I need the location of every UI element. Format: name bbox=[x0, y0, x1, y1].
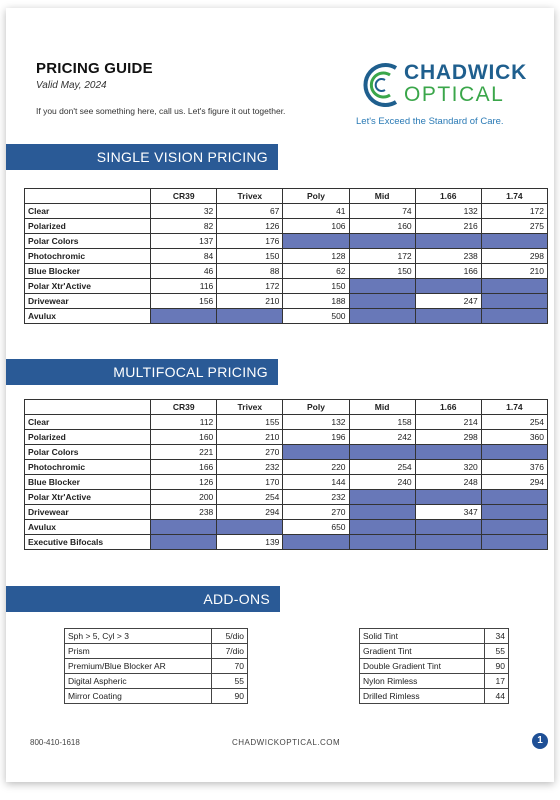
single-vision-unavailable-cell bbox=[481, 279, 547, 294]
addon-left-price: 7/dio bbox=[212, 644, 248, 659]
multifocal-column-header: 1.74 bbox=[481, 400, 547, 415]
addon-left-price: 55 bbox=[212, 674, 248, 689]
single-vision-unavailable-cell bbox=[283, 234, 349, 249]
single-vision-unavailable-cell bbox=[415, 234, 481, 249]
single-vision-unavailable-cell bbox=[349, 279, 415, 294]
multifocal-row bbox=[25, 460, 548, 475]
addon-left-price: 90 bbox=[212, 689, 248, 704]
single-vision-price-cell: 84 bbox=[151, 249, 217, 264]
multifocal-row bbox=[25, 475, 548, 490]
multifocal-price-cell: 126 bbox=[151, 475, 217, 490]
single-vision-column-header: Poly bbox=[283, 189, 349, 204]
single-vision-price-cell: 82 bbox=[151, 219, 217, 234]
single-vision-price-cell: 156 bbox=[151, 294, 217, 309]
multifocal-row-label: Photochromic bbox=[25, 460, 151, 475]
multifocal-price-cell: 160 bbox=[151, 430, 217, 445]
addon-left-label: Sph > 5, Cyl > 3 bbox=[65, 629, 212, 644]
multifocal-price-cell: 254 bbox=[349, 460, 415, 475]
company-logo bbox=[356, 58, 546, 138]
multifocal-price-cell: 294 bbox=[217, 505, 283, 520]
multifocal-table bbox=[24, 399, 548, 550]
multifocal-price-cell: 254 bbox=[481, 415, 547, 430]
addon-left-row bbox=[65, 644, 248, 659]
addons-heading: ADD-ONS bbox=[203, 591, 270, 607]
addon-left-price: 70 bbox=[212, 659, 248, 674]
multifocal-price-cell: 248 bbox=[415, 475, 481, 490]
single-vision-price-cell: 247 bbox=[415, 294, 481, 309]
single-vision-price-cell: 298 bbox=[481, 249, 547, 264]
single-vision-price-cell: 172 bbox=[217, 279, 283, 294]
multifocal-unavailable-cell bbox=[481, 520, 547, 535]
multifocal-price-cell: 238 bbox=[151, 505, 217, 520]
addon-left-label: Prism bbox=[65, 644, 212, 659]
single-vision-price-cell: 188 bbox=[283, 294, 349, 309]
multifocal-price-cell: 294 bbox=[481, 475, 547, 490]
multifocal-unavailable-cell bbox=[349, 490, 415, 505]
multifocal-row bbox=[25, 490, 548, 505]
multifocal-price-cell: 298 bbox=[415, 430, 481, 445]
multifocal-price-cell: 200 bbox=[151, 490, 217, 505]
single-vision-row-label: Avulux bbox=[25, 309, 151, 324]
multifocal-unavailable-cell bbox=[283, 445, 349, 460]
single-vision-unavailable-cell bbox=[481, 309, 547, 324]
single-vision-column-header: Mid bbox=[349, 189, 415, 204]
single-vision-price-cell: 210 bbox=[481, 264, 547, 279]
multifocal-row bbox=[25, 520, 548, 535]
multifocal-price-cell: 196 bbox=[283, 430, 349, 445]
single-vision-unavailable-cell bbox=[415, 309, 481, 324]
multifocal-unavailable-cell bbox=[481, 490, 547, 505]
valid-date: Valid May, 2024 bbox=[36, 80, 107, 91]
single-vision-price-cell: 46 bbox=[151, 264, 217, 279]
addon-left-row bbox=[65, 659, 248, 674]
multifocal-price-cell: 170 bbox=[217, 475, 283, 490]
single-vision-column-header: 1.74 bbox=[481, 189, 547, 204]
single-vision-price-cell: 150 bbox=[217, 249, 283, 264]
single-vision-price-cell: 210 bbox=[217, 294, 283, 309]
multifocal-banner bbox=[6, 359, 278, 385]
addon-right-price: 44 bbox=[484, 689, 508, 704]
single-vision-unavailable-cell bbox=[151, 309, 217, 324]
multifocal-unavailable-cell bbox=[481, 445, 547, 460]
multifocal-price-cell: 132 bbox=[283, 415, 349, 430]
addons-right-table bbox=[359, 628, 509, 704]
page-number-badge: 1 bbox=[532, 733, 548, 749]
addons-left-table bbox=[64, 628, 248, 704]
addon-left-label: Mirror Coating bbox=[65, 689, 212, 704]
single-vision-row bbox=[25, 309, 548, 324]
multifocal-unavailable-cell bbox=[151, 520, 217, 535]
multifocal-price-cell: 242 bbox=[349, 430, 415, 445]
single-vision-row bbox=[25, 264, 548, 279]
single-vision-price-cell: 106 bbox=[283, 219, 349, 234]
multifocal-column-header: Trivex bbox=[217, 400, 283, 415]
addon-right-row bbox=[360, 629, 509, 644]
single-vision-price-cell: 62 bbox=[283, 264, 349, 279]
addon-right-price: 17 bbox=[484, 674, 508, 689]
single-vision-unavailable-cell bbox=[217, 309, 283, 324]
single-vision-row bbox=[25, 219, 548, 234]
multifocal-unavailable-cell bbox=[283, 535, 349, 550]
single-vision-row-label: Blue Blocker bbox=[25, 264, 151, 279]
multifocal-unavailable-cell bbox=[349, 535, 415, 550]
addon-right-row bbox=[360, 674, 509, 689]
single-vision-price-cell: 137 bbox=[151, 234, 217, 249]
single-vision-price-cell: 32 bbox=[151, 204, 217, 219]
single-vision-price-cell: 166 bbox=[415, 264, 481, 279]
single-vision-unavailable-cell bbox=[349, 294, 415, 309]
multifocal-price-cell: 347 bbox=[415, 505, 481, 520]
single-vision-row bbox=[25, 249, 548, 264]
multifocal-price-cell: 232 bbox=[283, 490, 349, 505]
logo-name-bottom: OPTICAL bbox=[404, 83, 505, 106]
single-vision-row-label: Clear bbox=[25, 204, 151, 219]
single-vision-unavailable-cell bbox=[481, 234, 547, 249]
single-vision-banner bbox=[6, 144, 278, 170]
multifocal-unavailable-cell bbox=[349, 445, 415, 460]
single-vision-price-cell: 275 bbox=[481, 219, 547, 234]
single-vision-price-cell: 88 bbox=[217, 264, 283, 279]
page-title: PRICING GUIDE bbox=[36, 60, 153, 77]
single-vision-unavailable-cell bbox=[349, 309, 415, 324]
single-vision-heading: SINGLE VISION PRICING bbox=[96, 149, 268, 165]
addon-left-label: Digital Aspheric bbox=[65, 674, 212, 689]
logo-c-mark-icon bbox=[356, 58, 406, 112]
multifocal-unavailable-cell bbox=[481, 535, 547, 550]
single-vision-header-row bbox=[25, 189, 548, 204]
multifocal-unavailable-cell bbox=[415, 490, 481, 505]
multifocal-unavailable-cell bbox=[349, 520, 415, 535]
single-vision-row-label: Polar Colors bbox=[25, 234, 151, 249]
single-vision-price-cell: 126 bbox=[217, 219, 283, 234]
single-vision-price-cell: 238 bbox=[415, 249, 481, 264]
multifocal-row-label: Drivewear bbox=[25, 505, 151, 520]
multifocal-header-row bbox=[25, 400, 548, 415]
single-vision-column-header: 1.66 bbox=[415, 189, 481, 204]
multifocal-row bbox=[25, 430, 548, 445]
addon-right-row bbox=[360, 644, 509, 659]
single-vision-price-cell: 176 bbox=[217, 234, 283, 249]
multifocal-unavailable-cell bbox=[415, 445, 481, 460]
multifocal-price-cell: 240 bbox=[349, 475, 415, 490]
multifocal-row-label: Executive Bifocals bbox=[25, 535, 151, 550]
multifocal-row-label: Blue Blocker bbox=[25, 475, 151, 490]
multifocal-row bbox=[25, 415, 548, 430]
multifocal-price-cell: 214 bbox=[415, 415, 481, 430]
multifocal-row bbox=[25, 535, 548, 550]
single-vision-row-label: Polarized bbox=[25, 219, 151, 234]
multifocal-row-label: Polar Colors bbox=[25, 445, 151, 460]
single-vision-price-cell: 74 bbox=[349, 204, 415, 219]
multifocal-price-cell: 144 bbox=[283, 475, 349, 490]
single-vision-row bbox=[25, 294, 548, 309]
addon-left-row bbox=[65, 689, 248, 704]
addon-left-row bbox=[65, 629, 248, 644]
multifocal-price-cell: 254 bbox=[217, 490, 283, 505]
single-vision-price-cell: 150 bbox=[349, 264, 415, 279]
multifocal-price-cell: 270 bbox=[283, 505, 349, 520]
multifocal-price-cell: 155 bbox=[217, 415, 283, 430]
multifocal-unavailable-cell bbox=[481, 505, 547, 520]
multifocal-unavailable-cell bbox=[415, 520, 481, 535]
addon-right-label: Gradient Tint bbox=[360, 644, 485, 659]
multifocal-column-header: Poly bbox=[283, 400, 349, 415]
addon-right-price: 90 bbox=[484, 659, 508, 674]
multifocal-unavailable-cell bbox=[151, 535, 217, 550]
logo-tagline: Let's Exceed the Standard of Care. bbox=[356, 116, 504, 127]
intro-text: If you don't see something here, call us. Let's figure it out together. bbox=[36, 106, 286, 116]
single-vision-unavailable-cell bbox=[481, 294, 547, 309]
logo-name-top: CHADWICK bbox=[404, 61, 528, 84]
single-vision-price-cell: 216 bbox=[415, 219, 481, 234]
single-vision-price-cell: 172 bbox=[481, 204, 547, 219]
multifocal-price-cell: 139 bbox=[217, 535, 283, 550]
multifocal-price-cell: 650 bbox=[283, 520, 349, 535]
multifocal-price-cell: 376 bbox=[481, 460, 547, 475]
multifocal-price-cell: 210 bbox=[217, 430, 283, 445]
multifocal-unavailable-cell bbox=[415, 535, 481, 550]
multifocal-price-cell: 232 bbox=[217, 460, 283, 475]
addon-right-label: Double Gradient Tint bbox=[360, 659, 485, 674]
multifocal-column-header: CR39 bbox=[151, 400, 217, 415]
addons-banner bbox=[6, 586, 280, 612]
multifocal-row bbox=[25, 505, 548, 520]
single-vision-row-label: Photochromic bbox=[25, 249, 151, 264]
single-vision-row bbox=[25, 204, 548, 219]
multifocal-column-header: 1.66 bbox=[415, 400, 481, 415]
multifocal-corner-cell bbox=[25, 400, 151, 415]
single-vision-price-cell: 128 bbox=[283, 249, 349, 264]
single-vision-column-header: Trivex bbox=[217, 189, 283, 204]
single-vision-price-cell: 41 bbox=[283, 204, 349, 219]
addon-left-price: 5/dio bbox=[212, 629, 248, 644]
multifocal-price-cell: 270 bbox=[217, 445, 283, 460]
addon-right-row bbox=[360, 659, 509, 674]
multifocal-price-cell: 158 bbox=[349, 415, 415, 430]
multifocal-heading: MULTIFOCAL PRICING bbox=[113, 364, 268, 380]
addon-right-price: 34 bbox=[484, 629, 508, 644]
footer-phone: 800-410-1618 bbox=[30, 738, 80, 747]
single-vision-row bbox=[25, 279, 548, 294]
addon-right-label: Nylon Rimless bbox=[360, 674, 485, 689]
footer-website: CHADWICKOPTICAL.COM bbox=[232, 738, 341, 747]
addon-right-label: Solid Tint bbox=[360, 629, 485, 644]
single-vision-price-cell: 172 bbox=[349, 249, 415, 264]
multifocal-unavailable-cell bbox=[217, 520, 283, 535]
multifocal-row-label: Polar Xtr'Active bbox=[25, 490, 151, 505]
single-vision-unavailable-cell bbox=[415, 279, 481, 294]
multifocal-row-label: Clear bbox=[25, 415, 151, 430]
single-vision-price-cell: 67 bbox=[217, 204, 283, 219]
single-vision-row-label: Polar Xtr'Active bbox=[25, 279, 151, 294]
multifocal-unavailable-cell bbox=[349, 505, 415, 520]
multifocal-row-label: Avulux bbox=[25, 520, 151, 535]
single-vision-row-label: Drivewear bbox=[25, 294, 151, 309]
multifocal-column-header: Mid bbox=[349, 400, 415, 415]
multifocal-row bbox=[25, 445, 548, 460]
multifocal-price-cell: 112 bbox=[151, 415, 217, 430]
addon-right-row bbox=[360, 689, 509, 704]
multifocal-price-cell: 320 bbox=[415, 460, 481, 475]
multifocal-price-cell: 166 bbox=[151, 460, 217, 475]
single-vision-price-cell: 160 bbox=[349, 219, 415, 234]
single-vision-row bbox=[25, 234, 548, 249]
addon-right-label: Drilled Rimless bbox=[360, 689, 485, 704]
single-vision-corner-cell bbox=[25, 189, 151, 204]
single-vision-price-cell: 150 bbox=[283, 279, 349, 294]
addon-left-label: Premium/Blue Blocker AR bbox=[65, 659, 212, 674]
addon-left-row bbox=[65, 674, 248, 689]
single-vision-column-header: CR39 bbox=[151, 189, 217, 204]
multifocal-price-cell: 360 bbox=[481, 430, 547, 445]
single-vision-price-cell: 500 bbox=[283, 309, 349, 324]
single-vision-price-cell: 132 bbox=[415, 204, 481, 219]
single-vision-unavailable-cell bbox=[349, 234, 415, 249]
single-vision-table bbox=[24, 188, 548, 324]
addon-right-price: 55 bbox=[484, 644, 508, 659]
single-vision-price-cell: 116 bbox=[151, 279, 217, 294]
multifocal-price-cell: 221 bbox=[151, 445, 217, 460]
multifocal-row-label: Polarized bbox=[25, 430, 151, 445]
multifocal-price-cell: 220 bbox=[283, 460, 349, 475]
